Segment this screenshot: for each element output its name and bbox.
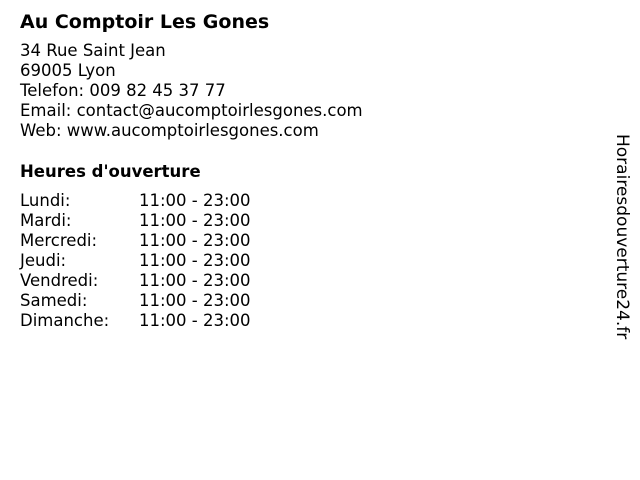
hours-row-saturday: [20, 291, 251, 311]
day-label: Dimanche:: [20, 311, 110, 330]
hours-row-tuesday: [20, 211, 251, 231]
business-name: Au Comptoir Les Gones: [20, 11, 270, 33]
business-card: [20, 10, 580, 331]
city-postcode: 69005 Lyon: [20, 61, 116, 80]
day-label: Samedi:: [20, 291, 88, 310]
day-label: Lundi:: [20, 191, 71, 210]
hours-row-wednesday: [20, 231, 251, 251]
day-label: Mardi:: [20, 211, 72, 230]
time-range: 11:00 - 23:00: [139, 291, 251, 310]
hours-row-thursday: [20, 251, 251, 271]
site-brand-vertical-text: Horairesdouverture24.fr: [612, 134, 632, 340]
opening-hours-table: [20, 191, 251, 331]
hours-row-sunday: [20, 311, 251, 331]
time-range: 11:00 - 23:00: [139, 271, 251, 290]
street-address: 34 Rue Saint Jean: [20, 41, 166, 60]
website-line: Web: www.aucomptoirlesgones.com: [20, 121, 319, 140]
time-range: 11:00 - 23:00: [139, 311, 251, 330]
day-label: Jeudi:: [20, 251, 67, 270]
email-line: Email: contact@aucomptoirlesgones.com: [20, 101, 363, 120]
hours-row-monday: [20, 191, 251, 211]
day-label: Vendredi:: [20, 271, 99, 290]
time-range: 11:00 - 23:00: [139, 251, 251, 270]
address-block: [20, 41, 580, 141]
opening-hours-heading: Heures d'ouverture: [20, 162, 201, 181]
day-label: Mercredi:: [20, 231, 98, 250]
time-range: 11:00 - 23:00: [139, 191, 251, 210]
hours-row-friday: [20, 271, 251, 291]
phone-line: Telefon: 009 82 45 37 77: [20, 81, 226, 100]
time-range: 11:00 - 23:00: [139, 211, 251, 230]
time-range: 11:00 - 23:00: [139, 231, 251, 250]
